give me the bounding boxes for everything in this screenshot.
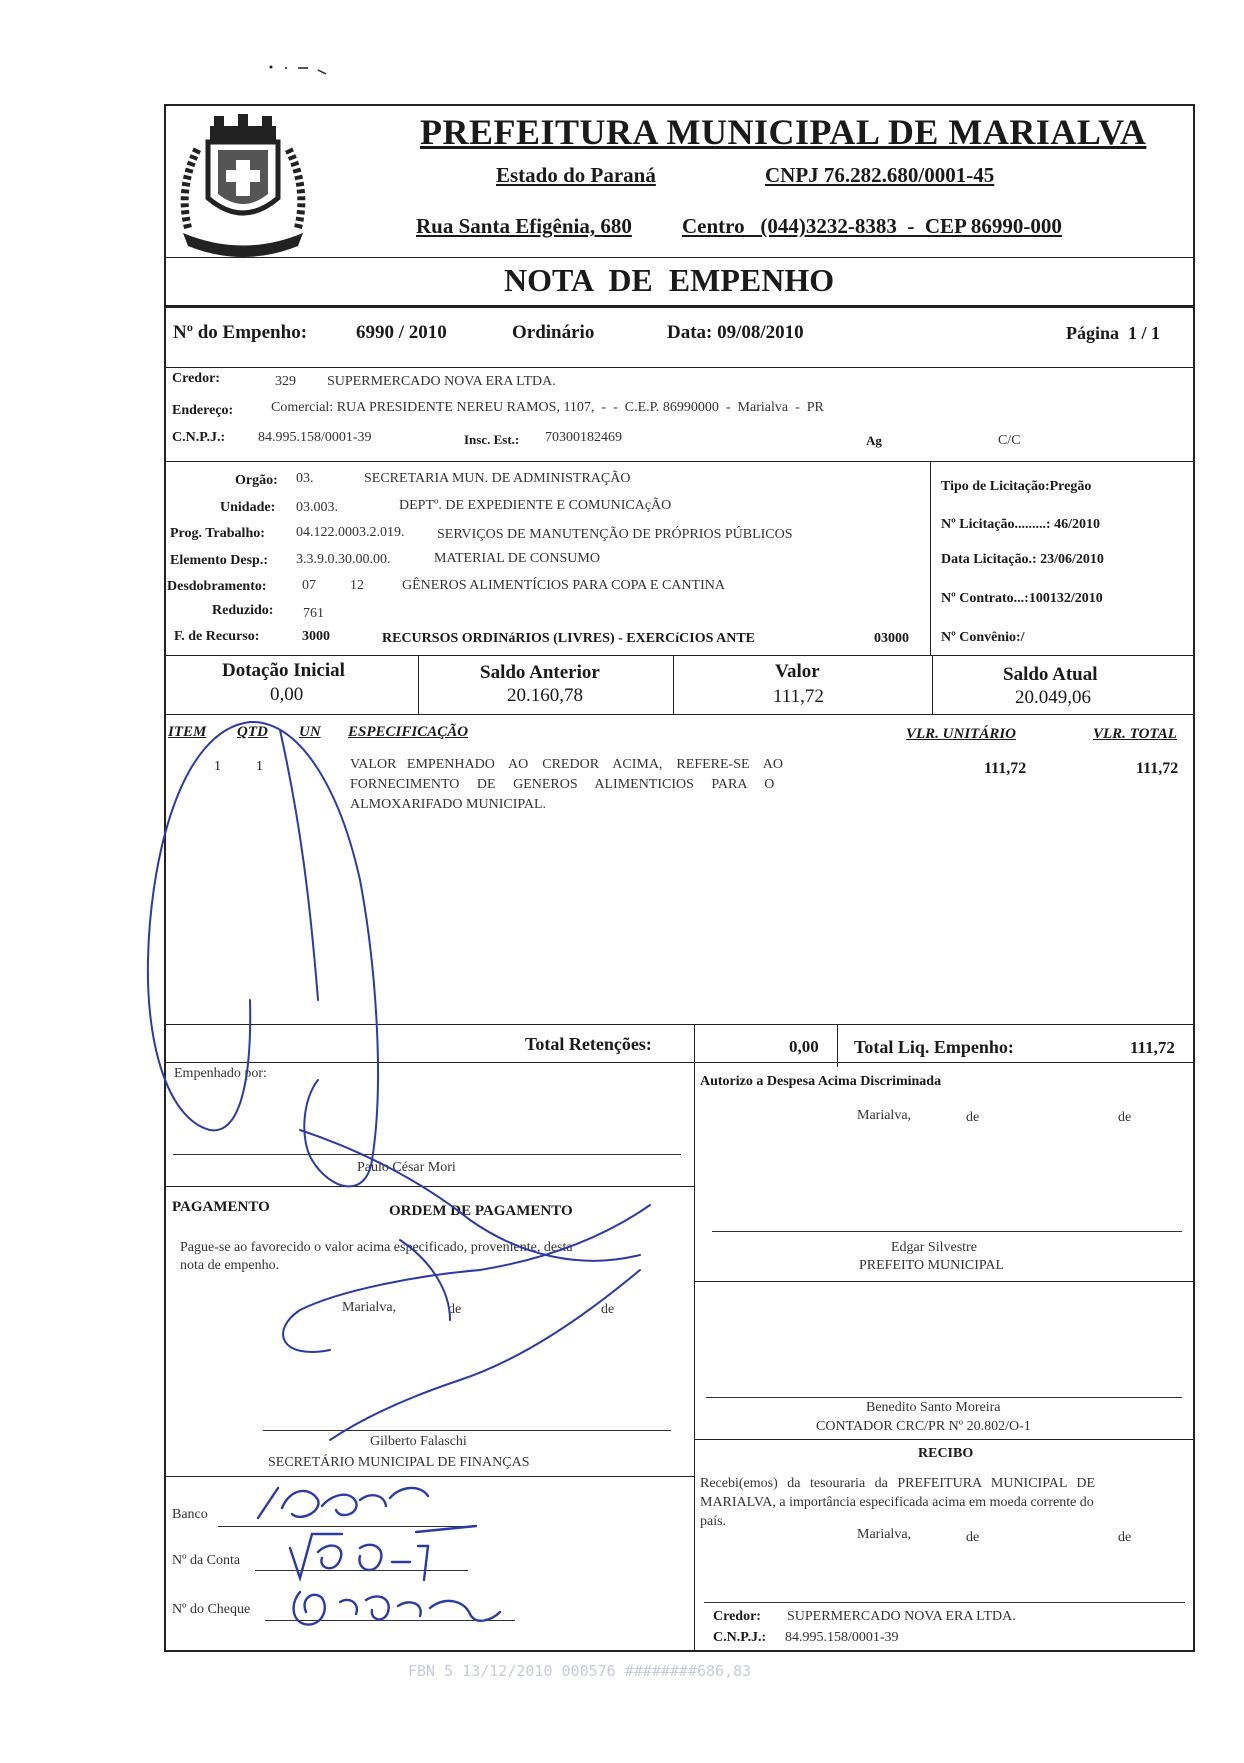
recibo-credor-name: SUPERMERCADO NOVA ERA LTDA. [787, 1609, 1016, 1624]
document-title: NOTA DE EMPENHO [504, 262, 835, 298]
dotacao-inicial-label: Dotação Inicial [222, 660, 345, 681]
recibo-text-1: Recebi(emos) da tesouraria da PREFEITURA MUNICIPAL DE [700, 1476, 1096, 1491]
insc-label: Insc. Est.: [464, 432, 520, 447]
pagamento-de-2: de [601, 1302, 615, 1317]
recibo-cnpj-value: 84.995.158/0001-39 [785, 1630, 899, 1645]
recibo-cnpj-label: C.N.P.J.: [713, 1630, 767, 1645]
unidade-name: DEPTº. DE EXPEDIENTE E COMUNICAçÃO [399, 498, 672, 513]
header-contact: Centro (044)3232-8383 - CEP 86990-000 [682, 214, 1062, 238]
orgao-name: SECRETARIA MUN. DE ADMINISTRAÇÃO [364, 471, 631, 486]
valor-label: Valor [775, 661, 820, 682]
recibo-de-1: de [966, 1530, 980, 1545]
col-total-header: VLR. TOTAL [1093, 726, 1177, 742]
licitacao-type: Tipo de Licitação:Pregão [941, 479, 1092, 494]
col-un-header: UN [299, 724, 321, 740]
total-liquido-value: 111,72 [1130, 1038, 1175, 1057]
insc-value: 70300182469 [545, 430, 622, 445]
pagamento-city: Marialva, [342, 1300, 397, 1315]
credor-code: 329 [275, 374, 296, 389]
autorizo-de-2: de [1118, 1110, 1132, 1125]
desdobramento-label: Desdobramento: [167, 579, 267, 594]
desdobramento-name: GÊNEROS ALIMENTÍCIOS PARA COPA E CANTINA [402, 578, 725, 593]
total-retencoes-value: 0,00 [789, 1037, 819, 1056]
saldo-atual-value: 20.049,06 [1015, 687, 1091, 708]
row-desc-line1: VALOR EMPENHADO AO CREDOR ACIMA, REFERE-SE AO [350, 757, 784, 772]
recibo-text-3: país. [700, 1514, 727, 1529]
pagamento-text-1: Pague-se ao favorecido o valor acima especificado, proveniente, desta [180, 1240, 573, 1255]
elemento-label: Elemento Desp.: [170, 553, 268, 568]
recibo-credor-label: Credor: [713, 1609, 761, 1624]
reduzido-label: Reduzido: [212, 603, 274, 618]
empenhado-por-label: Empenhado por: [174, 1066, 267, 1081]
recurso-code: 3000 [302, 629, 330, 644]
prog-trabalho-name: SERVIÇOS DE MANUTENÇÃO DE PRÓPRIOS PÚBLICOS [437, 527, 793, 542]
ordem-pagamento-label: ORDEM DE PAGAMENTO [389, 1203, 573, 1219]
recurso-code2: 03000 [874, 631, 909, 646]
credor-label: Credor: [172, 371, 220, 386]
header-address: Rua Santa Efigênia, 680 [416, 214, 632, 238]
prefeito-title: PREFEITO MUNICIPAL [859, 1258, 1005, 1273]
conta-corrente-label: C/C [998, 433, 1021, 448]
recibo-text-2: MARIALVA, a importância especificada acima em moeda corrente do [700, 1495, 1094, 1510]
licitacao-date: Data Licitação.: 23/06/2010 [941, 552, 1104, 567]
dotacao-inicial-value: 0,00 [270, 684, 304, 705]
saldo-anterior-value: 20.160,78 [507, 685, 583, 706]
bank-authentication-stamp: FBN 5 13/12/2010 000576 ########686,83 [408, 1662, 752, 1680]
credor-name: SUPERMERCADO NOVA ERA LTDA. [327, 374, 556, 389]
total-liquido-label: Total Liq. Empenho: [854, 1037, 1014, 1057]
credor-address: Comercial: RUA PRESIDENTE NEREU RAMOS, 1107, - - C.E.P. 86990000 - Marialva - PR [271, 400, 824, 415]
autorizo-de-1: de [966, 1110, 980, 1125]
licitacao-number: Nº Licitação.........: 46/2010 [941, 517, 1100, 532]
valor-value: 111,72 [773, 686, 824, 707]
empenho-number-label: Nº do Empenho: [173, 322, 308, 343]
pagamento-label: PAGAMENTO [172, 1199, 270, 1215]
row-desc-line2: FORNECIMENTO DE GENEROS ALIMENTICIOS PARA O [350, 777, 775, 792]
empenho-date: Data: 09/08/2010 [667, 322, 804, 343]
col-item-header: ITEM [168, 724, 207, 740]
page-number: Página 1 / 1 [1066, 323, 1161, 343]
row-qtd: 1 [256, 759, 263, 774]
state-label: Estado do Paraná [496, 163, 656, 187]
orgao-label: Orgão: [235, 473, 278, 488]
recurso-name: RECURSOS ORDINáRIOS (LIVRES) - EXERCíCIOS ANTE [382, 631, 756, 646]
recurso-label: F. de Recurso: [174, 629, 260, 644]
prefeito-name: Edgar Silvestre [891, 1240, 977, 1255]
saldo-atual-label: Saldo Atual [1003, 664, 1098, 685]
page-title: PREFEITURA MUNICIPAL DE MARIALVA [420, 112, 1147, 152]
row-total-value: 111,72 [1136, 760, 1179, 777]
row-unit-value: 111,72 [984, 760, 1027, 777]
row-desc-line3: ALMOXARIFADO MUNICIPAL. [350, 797, 547, 812]
row-item: 1 [214, 759, 221, 774]
secretario-name: Gilberto Falaschi [370, 1434, 467, 1449]
col-especificacao-header: ESPECIFICAÇÃO [348, 724, 469, 740]
empenho-type: Ordinário [512, 322, 595, 343]
prog-trabalho-code: 04.122.0003.2.019. [296, 525, 405, 540]
banco-label: Banco [172, 1507, 208, 1522]
reduzido-value: 761 [303, 606, 324, 621]
cheque-label: Nº do Cheque [172, 1602, 251, 1617]
contador-name: Benedito Santo Moreira [866, 1400, 1001, 1415]
empenhado-por-name: Paulo César Mori [357, 1160, 456, 1175]
orgao-code: 03. [296, 471, 314, 486]
pagamento-de-1: de [448, 1302, 462, 1317]
empenho-number: 6990 / 2010 [356, 322, 447, 343]
contador-title: CONTADOR CRC/PR Nº 20.802/O-1 [816, 1419, 1031, 1434]
convenio-number: Nº Convênio:/ [941, 630, 1025, 645]
agencia-label: Ag [866, 433, 882, 448]
elemento-code: 3.3.9.0.30.00.00. [296, 552, 391, 567]
header-cnpj: CNPJ 76.282.680/0001-45 [765, 163, 995, 187]
col-qtd-header: QTD [237, 724, 268, 740]
unidade-label: Unidade: [220, 500, 276, 515]
prog-trabalho-label: Prog. Trabalho: [170, 526, 265, 541]
credor-cnpj-label: C.N.P.J.: [172, 430, 226, 445]
recibo-de-2: de [1118, 1530, 1132, 1545]
desdobramento-code1: 07 [302, 578, 316, 593]
recibo-city: Marialva, [857, 1527, 912, 1542]
endereco-label: Endereço: [172, 403, 234, 418]
conta-label: Nº da Conta [172, 1553, 241, 1568]
recibo-label: RECIBO [918, 1446, 974, 1461]
pagamento-text-2: nota de empenho. [180, 1258, 280, 1273]
autorizo-city: Marialva, [857, 1108, 912, 1123]
elemento-name: MATERIAL DE CONSUMO [434, 551, 600, 566]
total-retencoes-label: Total Retenções: [525, 1034, 652, 1054]
secretario-title: SECRETÁRIO MUNICIPAL DE FINANÇAS [268, 1455, 530, 1470]
credor-cnpj: 84.995.158/0001-39 [258, 430, 372, 445]
autorizo-label: Autorizo a Despesa Acima Discriminada [700, 1074, 942, 1089]
saldo-anterior-label: Saldo Anterior [480, 662, 600, 683]
unidade-code: 03.003. [296, 500, 338, 515]
contrato-number: Nº Contrato...:100132/2010 [941, 591, 1103, 606]
desdobramento-code2: 12 [350, 578, 364, 593]
col-unitario-header: VLR. UNITÁRIO [906, 726, 1017, 742]
